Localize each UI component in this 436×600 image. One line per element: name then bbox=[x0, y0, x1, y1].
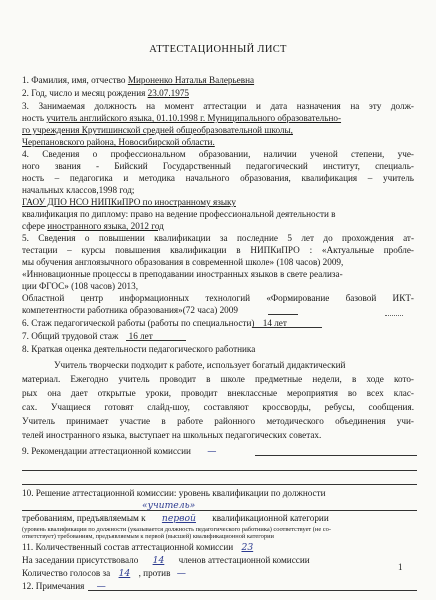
item-12-underline bbox=[88, 590, 417, 591]
item-4-line-1: 4. Сведения о профессиональном образовании, наличии ученой степени, уче- bbox=[22, 149, 414, 159]
stray-mark bbox=[385, 310, 403, 316]
present-label: На заседании присутствовало bbox=[22, 555, 139, 565]
item-10-requirement bbox=[22, 513, 414, 524]
item-10-label: 10. Решение аттестационной комиссии: уровень квалификации по должности bbox=[22, 488, 326, 498]
item-10-category-value: первой bbox=[161, 513, 196, 524]
item-4-line-4: начальных классов,1998 год; bbox=[22, 185, 135, 195]
item-8-line-5: Учитель принимает участие в работе районного методического объединения учи- bbox=[22, 416, 414, 426]
item-2-label: 2. Год, число и месяц рождения bbox=[22, 88, 146, 98]
item-9-label: 9. Рекомендации аттестационной комиссии bbox=[22, 446, 191, 456]
item-2-value: 23.07.1975 bbox=[147, 88, 189, 98]
item-3-label-cont: ность bbox=[22, 113, 45, 123]
votes-line bbox=[22, 568, 414, 579]
item-5-line-5: ции ФГОС» (108 часов) 2013, bbox=[22, 281, 139, 291]
item-1-value: Мироненко Наталья Валерьевна bbox=[127, 75, 255, 85]
item-12-label: 12. Примечания bbox=[22, 581, 85, 591]
item-5-line-7: компетентности работника образования»(72 часа) 2009 bbox=[22, 305, 238, 315]
item-5-line-1: 5. Сведения о повышении квалификации за последние 5 лет до прохождения ат- bbox=[22, 233, 414, 243]
item-6-label: 6. Стаж педагогической работы (работы по специальности) bbox=[22, 318, 255, 328]
votes-for-value: 14 bbox=[118, 568, 131, 579]
item-3-line-4: Черепановского района, Новосибирской области. bbox=[22, 137, 215, 147]
item-8-line-2: материал. Ежегодно учитель проводит в школе предметные недели, в ходе кото- bbox=[22, 374, 414, 384]
item-10-req-post: квалификационной категории bbox=[212, 513, 329, 523]
present-post: членов аттестационной комиссии bbox=[178, 555, 310, 565]
item-3-line-1: 3. Занимаемая должность на момент аттестации и дата назначения на эту долж- bbox=[22, 101, 414, 111]
item-6 bbox=[22, 318, 414, 329]
item-1-label: 1. Фамилия, имя, отчество bbox=[22, 75, 126, 85]
item-5-line-6: Областной центр информационных технологий «Формирование базовой ИКТ- bbox=[22, 293, 414, 303]
item-5-underline bbox=[268, 314, 298, 315]
item-9-underline bbox=[255, 455, 417, 456]
item-4-line-6: квалификация по диплому: право на ведение профессиональной деятельности в bbox=[22, 209, 336, 219]
item-7-value: 16 лет bbox=[128, 331, 153, 341]
item-4-sphere-label: сфере bbox=[22, 221, 45, 231]
item-8-line-1: Учитель творчески подходит к работе, использует богатый дидактический bbox=[54, 360, 346, 370]
item-3-value: учитель английского языка, 01.10.1998 г. Муниципального образовательно- bbox=[46, 113, 342, 123]
item-4-line-7 bbox=[22, 221, 414, 232]
item-7-underline bbox=[126, 340, 186, 341]
votes-against-value: — bbox=[176, 568, 186, 579]
item-2 bbox=[22, 88, 414, 99]
item-11-value: 23 bbox=[241, 542, 254, 553]
item-9-blank-line-2 bbox=[22, 484, 417, 485]
page-number: 1 bbox=[398, 562, 403, 572]
item-11-label: 11. Количественный состав аттестационной комиссии bbox=[22, 542, 234, 552]
item-10-note-2: ответствует) требованиям, предъявляемым к первой (высшей) квалификационной категории bbox=[22, 533, 274, 540]
item-11 bbox=[22, 542, 414, 553]
item-6-underline bbox=[252, 327, 322, 328]
present-value: 14 bbox=[152, 555, 165, 566]
item-4-line-3: ность – педагогика и методика начального образования, квалификация – учитель bbox=[22, 173, 414, 183]
item-8-line-4: сах. Учащиеся готовят слайд-шоу, составляют кроссворды, ребусы, сообщения. bbox=[22, 402, 414, 412]
item-1 bbox=[22, 75, 414, 86]
item-4-line-5: ГАОУ ДПО НСО НИПКиПРО по иностранному языку bbox=[22, 197, 236, 207]
item-8-line-6: телей иностранного языка, выступает на школьных педагогических советах. bbox=[22, 430, 322, 440]
item-10-position-underline bbox=[22, 510, 417, 511]
item-5-line-2: тестации – курсы повышения квалификации в НИПКиПРО : «Актуальные пробле- bbox=[22, 245, 414, 255]
item-4-sphere-value: иностранного языка, 2012 год bbox=[47, 221, 164, 231]
item-7-label: 7. Общий трудовой стаж bbox=[22, 331, 119, 341]
item-7 bbox=[22, 331, 414, 342]
item-3-line-2 bbox=[22, 113, 414, 124]
document-title: АТТЕСТАЦИОННЫЙ ЛИСТ bbox=[149, 44, 287, 55]
item-10-note-1: (уровень квалификации по должности (указывается должность педагогического работника) соответствует (не со- bbox=[22, 526, 331, 533]
item-6-value: 14 лет bbox=[262, 318, 287, 328]
item-8-label: 8. Краткая оценка деятельности педагогического работника bbox=[22, 344, 256, 354]
present-line bbox=[22, 555, 414, 566]
item-8-line-3: рых она дает открытые уроки, проводит внеклассные мероприятия во всех клас- bbox=[22, 388, 414, 398]
item-5-line-4: «Инновационные процессы в преподавании иностранных языков в свете реализа- bbox=[22, 269, 343, 279]
item-12-value: — bbox=[96, 581, 106, 592]
item-10-position-value: «учитель» bbox=[142, 500, 196, 511]
item-9-value: — bbox=[207, 446, 217, 457]
votes-against-label: , против bbox=[138, 568, 171, 578]
item-4-line-2: ного звания - Бийский Государственный педагогический институт, специаль- bbox=[22, 161, 414, 171]
item-9-blank-line-1 bbox=[22, 470, 417, 471]
item-5-line-3: мы обучения англоязычного образования в современной школе» (108 часов) 2009, bbox=[22, 257, 344, 267]
item-3-line-3: го учреждения Крутишинской средней общеобразовательной школы, bbox=[22, 125, 293, 135]
votes-for-label: Количество голосов за bbox=[22, 568, 111, 578]
item-10-req-label: требованиям, предъявляемым к bbox=[22, 513, 146, 523]
